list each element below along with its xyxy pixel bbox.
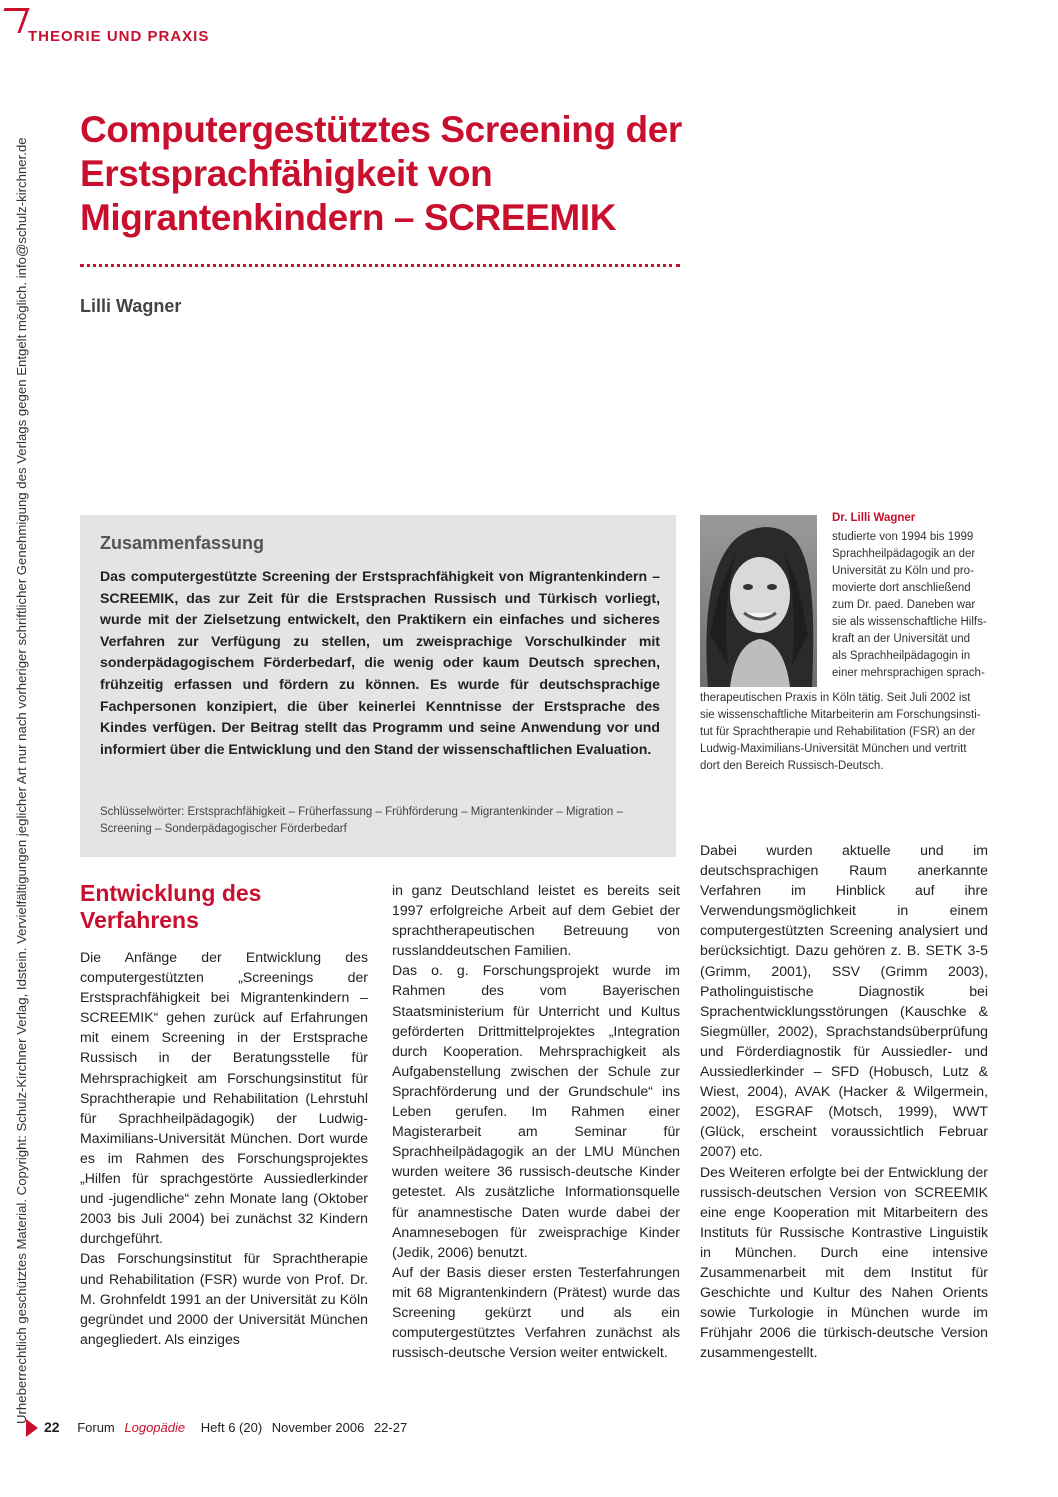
body-column-1 <box>80 947 368 1349</box>
article-title: Computergestütztes Screening der Erstsprachfähigkeit von Migrantenkindern – SCREEMIK <box>80 109 682 238</box>
bio-line: Ludwig-Maximilians-Universität München und vertritt <box>700 743 967 755</box>
journal-name-logopaedie: Logopädie <box>124 1420 186 1435</box>
bio-line: Sprachheilpädagogik an der <box>832 548 976 560</box>
title-divider <box>80 264 680 267</box>
abstract-heading: Zusammenfassung <box>100 533 265 553</box>
page-footer <box>44 1419 407 1435</box>
body-column-3 <box>700 840 988 1362</box>
bio-line: zum Dr. paed. Daneben war <box>832 599 976 611</box>
date: November 2006 <box>271 1420 365 1435</box>
paragraph: Des Weiteren erfolgte bei der Entwicklung der russisch-deutschen Version von SCREEMIK eine enge Kooperation mit Mitarbeitern des Instituts für Russische Kontrastive Linguistik in München. Durch eine intensive Zusammenarbeit mit dem Institut für Geschichte und Kultur des Nahen Orients sowie Turkologie in München wurde im Frühjahr 2006 die türkisch-deutsche Version zusammengestellt. <box>700 1163 988 1361</box>
keywords: Schlüsselwörter: Erstsprachfähigkeit – Früherfassung – Frühförderung – Migrantenkinder – Migration – Screening – Sonderpädagogischer Förderbedarf <box>100 806 623 835</box>
page-range: 22-27 <box>373 1420 408 1435</box>
bio-line: sie als wissenschaftliche Hilfs- <box>832 616 987 628</box>
copyright-notice: Urheberrechtlich geschütztes Material. Copyright: Schulz-Kirchner Verlag, Idstein. Vervielfältigungen jeglicher Art nur nach vorheriger schriftlicher Genehmigung des Verlags gegen Entgelt möglich. info@schulz-kirchner.de <box>14 137 29 1424</box>
paragraph: Das o. g. Forschungsprojekt wurde im Rahmen des vom Bayerischen Staatsministerium für Unterricht und Kultus geförderten Drittmittelprojektes „Integration durch Kooperation. Mehrsprachigkeit als Aufgabenstellung zwischen der Schule zur Sprachförderung und der Grundschule“ ins Leben gerufen. Im Rahmen einer Magisterarbeit am Seminar für Sprachheilpädagogik an der LMU München wurden weitere 36 russisch-deutsche Kinder getestet. Als zusätzliche Informationsquelle für anamnestische Daten wurde dabei der Anamnesebogen für zweisprachige Kinder (Jedik, 2006) benutzt. <box>392 962 680 1260</box>
bio-line: studierte von 1994 bis 1999 <box>832 531 974 543</box>
bio-line: movierte dort anschließend <box>832 582 971 594</box>
abstract-text: Das computergestützte Screening der Erstsprachfähigkeit von Migrantenkindern – SCREEMIK, das zur Zeit für die Erstsprachen Russisch und Türkisch vorliegt, wurde mit der Zielsetzung entwickelt, den Praktikern ein einfaches und sicheres Verfahren zur Verfügung zu stellen, um zweisprachige Vorschulkinder mit sonderpädagogischem Förderbedarf, die wenig oder kaum Deutsch sprechen, frühzeitig erfassen und fördern zu können. Es wurde für deutschsprachige Fachpersonen konzipiert, die über keinerlei Kenntnisse der Erstsprache des Kindes verfügen. Der Beitrag stellt das Programm und seine Anwendung vor und informiert über die Entwicklung und den Stand der wissenschaftlichen Evaluation. <box>100 568 660 757</box>
paragraph: Das Forschungsinstitut für Sprachtherapie und Rehabilitation (FSR) wurde von Prof. Dr. M. Grohnfeldt 1991 an der Universität zu Köln gegründet und 2000 der Universität München angegliedert. Als einziges <box>80 1250 368 1347</box>
issue: Heft 6 (20) <box>200 1420 263 1435</box>
paragraph: in ganz Deutschland leistet es bereits seit 1997 erfolgreiche Arbeit auf dem Gebiet der sprachtherapeutischen Betreuung von russlanddeutschen Familien. <box>392 882 680 959</box>
author-name: Lilli Wagner <box>80 296 182 316</box>
paragraph: Auf der Basis dieser ersten Testerfahrungen mit 68 Migrantenkindern (Prätest) wurde das Screening gekürzt und als ein computergestütztes Verfahren zunächst als russisch-deutsche Version weiter entwickelt. <box>392 1263 680 1361</box>
bio-line: Universität zu Köln und pro- <box>832 565 974 577</box>
bio-line: kraft an der Universität und <box>832 633 971 645</box>
bio-line: als Sprachheilpädagogin in <box>832 650 971 662</box>
section-heading: Entwicklung des Verfahrens <box>80 880 262 933</box>
bio-name: Dr. Lilli Wagner <box>832 512 916 524</box>
journal-name-forum: Forum <box>77 1420 115 1435</box>
bio-line: dort den Bereich Russisch-Deutsch. <box>700 760 884 772</box>
section-label: THEORIE UND PRAXIS <box>28 28 210 45</box>
bio-line: tut für Sprachtherapie und Rehabilitation (FSR) an der <box>700 726 976 738</box>
body-column-2 <box>392 880 680 1362</box>
author-photo <box>700 515 817 687</box>
author-portrait-image <box>700 515 817 687</box>
paragraph: Die Anfänge der Entwicklung des computergestützten „Screenings der Erstsprachfähigkeit bei Migrantenkindern – SCREEMIK“ gehen zurück auf Erfahrungen mit einem Screening in der Erstsprache Russisch in der Beratungsstelle für Mehrsprachigkeit am Forschungsinstitut für Sprachtherapie und Rehabilitation (Lehrstuhl für Sprachheilpädagogik) der Ludwig-Maximilians-Universität München. Dort wurde es im Rahmen des Forschungsprojektes „Hilfen für sprachgestörte Aussiedlerkinder und -jugendliche“ zehn Monate lang (Oktober 2003 bis Juli 2004) bei zunächst 32 Kindern durchgeführt. <box>80 949 368 1247</box>
paragraph: Dabei wurden aktuelle und im deutschsprachigen Raum anerkannte Verfahren im Hinblick auf ihre Verwendungsmöglichkeit in einem computergestützten Screening analysiert und berücksichtigt. Dazu gehören z. B. SETK 3-5 (Grimm, 2001), SSV (Grimm 2003), Patholinguistische Diagnostik bei Sprachentwicklungsstörungen (Kauschke & Siegmüller, 2002), Sprachstandsüberprüfung und Förderdiagnostik für Aussiedler- und Aussiedlerkinder – SFD (Hobusch, Lutz & Wiest, 2004), AVAK (Hacker & Wilgermein, 2002), ESGRAF (Motsch, 1999), WWT (Glück, erscheint voraussichtlich Februar 2007) etc. <box>700 842 988 1160</box>
bio-line: einer mehrsprachigen sprach- <box>832 667 985 679</box>
page-number: 22 <box>44 1419 60 1435</box>
footer-arrow-icon <box>26 1419 38 1437</box>
bio-line: sie wissenschaftliche Mitarbeiterin am Forschungsinsti- <box>700 709 981 721</box>
bio-line: therapeutischen Praxis in Köln tätig. Seit Juli 2002 ist <box>700 692 971 704</box>
